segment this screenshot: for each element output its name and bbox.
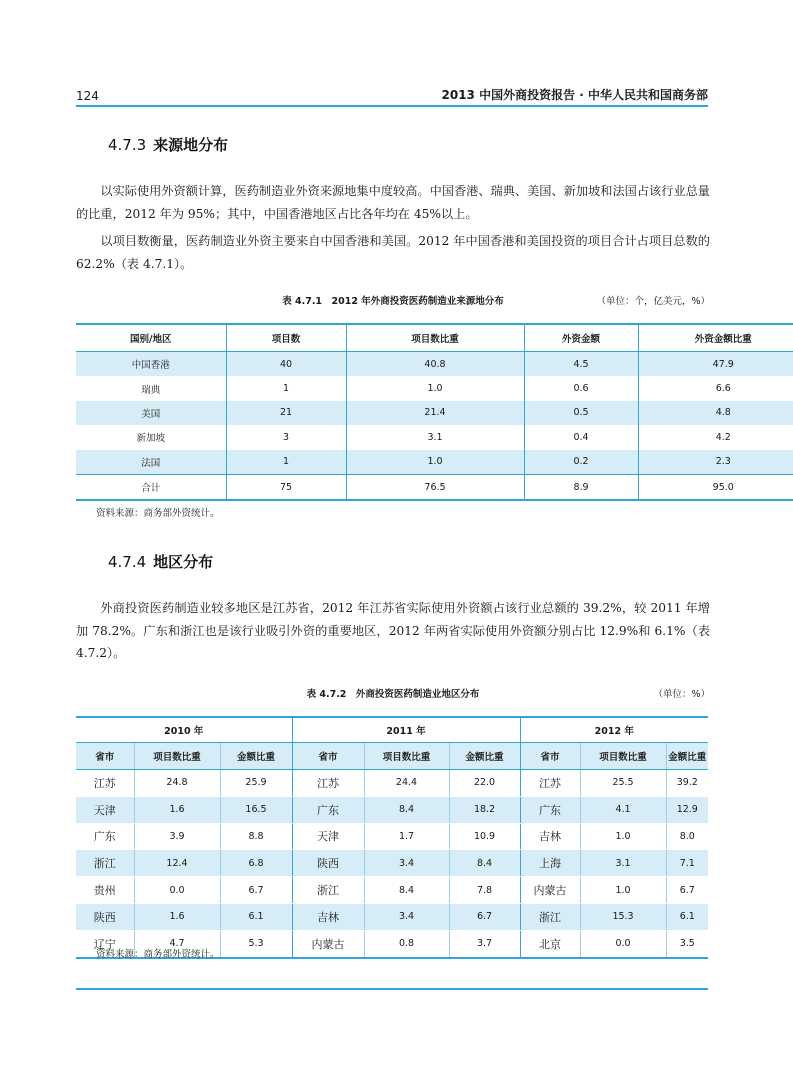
table-cell: 1: [226, 450, 346, 475]
column-header: 国别/地区: [76, 324, 226, 352]
table-row: [76, 877, 708, 904]
table-cell: 广东: [520, 796, 580, 823]
year-header-row: [76, 717, 708, 743]
table-cell: 4.8: [638, 401, 793, 425]
column-header: 省市: [520, 743, 580, 770]
table-cell: 8.8: [220, 823, 292, 850]
table-cell: 6.8: [220, 850, 292, 877]
table-cell: 贵州: [76, 877, 134, 904]
year-header: 2012 年: [520, 717, 708, 743]
column-header: 金额比重: [449, 743, 520, 770]
table-cell: 广东: [76, 823, 134, 850]
table-cell: 1.0: [580, 823, 666, 850]
table-cell: 瑞典: [141, 384, 161, 396]
table-cell: 江苏: [76, 770, 134, 797]
table-cell: 上海: [520, 850, 580, 877]
table-cell: 美国: [76, 401, 226, 425]
table-cell: 陕西: [76, 903, 134, 930]
table-cell: 吉林: [292, 903, 364, 930]
table-cell: 75: [226, 474, 346, 500]
table-cell: 10.9: [449, 823, 520, 850]
table-row: [76, 850, 708, 877]
table-row: [76, 376, 793, 400]
table-cell: 1.0: [346, 376, 524, 400]
section-number: 4.7.4: [108, 553, 147, 571]
table-cell: 12.4: [134, 850, 220, 877]
table-cell: 天津: [76, 796, 134, 823]
table-cell: 12.9: [666, 796, 708, 823]
table-cell: 0.2: [524, 450, 638, 475]
table-cell: 0.5: [524, 401, 638, 425]
table-cell: 25.9: [220, 770, 292, 797]
table-cell: 6.6: [638, 376, 793, 400]
table-unit: （单位：%）: [653, 689, 710, 700]
table-cell: 辽宁: [76, 930, 134, 957]
table-cell: 0.0: [134, 877, 220, 904]
table-cell: 1.0: [346, 450, 524, 475]
report-title: 2013 中国外商投资报告 · 中华人民共和国商务部: [441, 88, 708, 102]
table-header-row: [76, 743, 708, 770]
table-cell: 3.1: [346, 425, 524, 449]
table-cell: 浙江: [520, 903, 580, 930]
table-cell: 法国: [76, 450, 226, 475]
table-cell: 16.5: [220, 796, 292, 823]
table-row: [76, 796, 708, 823]
table-cell: 合计: [76, 474, 226, 500]
table-cell: 3.1: [580, 850, 666, 877]
table-cell: 95.0: [638, 474, 793, 500]
table-cell: 5.3: [220, 930, 292, 957]
running-header: [76, 82, 708, 107]
table-title: 表 4.7.2 外商投资医药制造业地区分布: [306, 689, 480, 700]
section-heading-4-7-3: [108, 134, 228, 155]
table-cell: 8.4: [364, 877, 449, 904]
table-cell: 内蒙古: [520, 877, 580, 904]
table-cell: 4.2: [638, 425, 793, 449]
section-title: 来源地分布: [153, 136, 229, 154]
table-cell: 0.8: [364, 930, 449, 957]
table-cell: 0.4: [524, 425, 638, 449]
table-cell: 江苏: [292, 770, 364, 797]
table-cell: 4.1: [580, 796, 666, 823]
table-unit: （单位：个，亿美元，%）: [596, 296, 710, 307]
table-cell: 浙江: [76, 850, 134, 877]
table-cell: 中国香港: [76, 352, 226, 377]
table-cell: 24.8: [134, 770, 220, 797]
table-cell: 15.3: [580, 903, 666, 930]
table-cell: 22.0: [449, 770, 520, 797]
table-cell: 4.5: [524, 352, 638, 377]
table-source-note: 资料来源：商务部外资统计。: [96, 508, 220, 519]
table-cell: 3.7: [449, 930, 520, 957]
table-cell: 39.2: [666, 770, 708, 797]
column-header: 项目数比重: [580, 743, 666, 770]
section-heading-4-7-4: [108, 551, 213, 572]
table-source-note: 资料来源：商务部外资统计。: [96, 949, 220, 960]
paragraph: 以项目数衡量，医药制造业外资主要来自中国香港和美国。2012 年中国香港和美国投资的项目合计占项目总数的 62.2%（表 4.7.1）。: [76, 234, 710, 271]
table-header-row: [76, 324, 793, 352]
table-caption: [76, 293, 710, 309]
table-cell: 18.2: [449, 796, 520, 823]
section-title: 地区分布: [153, 553, 214, 571]
paragraph: 以实际使用外资额计算，医药制造业外资来源地集中度较高。中国香港、瑞典、美国、新加坡和法国占该行业总量的比重，2012 年为 95%；其中，中国香港地区占比各年均在 45%以上。: [76, 184, 710, 221]
table-cell: 6.7: [666, 877, 708, 904]
table-cell: 2.3: [638, 450, 793, 475]
regional-distribution-table: [76, 716, 708, 959]
table-cell: 江苏: [520, 770, 580, 797]
table-row: [76, 770, 708, 797]
table-total-row: [76, 474, 793, 500]
table-cell: 3: [226, 425, 346, 449]
table-caption: [76, 686, 710, 702]
table-cell: 7.1: [666, 850, 708, 877]
table-cell: 76.5: [346, 474, 524, 500]
table-cell: 7.8: [449, 877, 520, 904]
footer-divider: [76, 988, 708, 990]
table-cell: 3.5: [666, 930, 708, 957]
table-cell: 3.9: [134, 823, 220, 850]
column-header: 项目数比重: [346, 324, 524, 352]
page-number: 124: [76, 89, 99, 103]
table-cell: 天津: [292, 823, 364, 850]
year-header: 2010 年: [76, 717, 292, 743]
table-cell: 1.6: [134, 903, 220, 930]
table-row: [76, 450, 793, 475]
table-cell: 6.1: [220, 903, 292, 930]
table-cell: 21.4: [346, 401, 524, 425]
table-cell: 北京: [520, 930, 580, 957]
table-cell: 24.4: [364, 770, 449, 797]
column-header: 外资金额比重: [638, 324, 793, 352]
table-cell: 8.4: [364, 796, 449, 823]
table-row: [76, 823, 708, 850]
table-cell: 吉林: [520, 823, 580, 850]
column-header: 项目数比重: [134, 743, 220, 770]
table-cell: 0.6: [524, 376, 638, 400]
table-cell: 0.0: [580, 930, 666, 957]
year-header: 2011 年: [292, 717, 520, 743]
table-cell: 25.5: [580, 770, 666, 797]
column-header: 项目数比重: [364, 743, 449, 770]
table-cell: 内蒙古: [292, 930, 364, 957]
table-cell: 新加坡: [136, 433, 165, 445]
table-cell: 3.4: [364, 850, 449, 877]
table-cell: 8.4: [449, 850, 520, 877]
column-header: 金额比重: [666, 743, 708, 770]
table-cell: 6.1: [666, 903, 708, 930]
table-cell: 40.8: [346, 352, 524, 377]
table-cell: 40: [226, 352, 346, 377]
table-cell: 浙江: [292, 877, 364, 904]
column-header: 省市: [292, 743, 364, 770]
table-cell: 3.4: [364, 903, 449, 930]
table-cell: 1.0: [580, 877, 666, 904]
paragraph: 外商投资医药制造业较多地区是江苏省，2012 年江苏省实际使用外资额占该行业总额的 39.2%，较 2011 年增加 78.2%。广东和浙江也是该行业吸引外资的重要地区，2012 年两省实际使用外资额分别占比 12.9%和 6.1%（表 4.7.2）。: [76, 601, 710, 660]
column-header: 省市: [76, 743, 134, 770]
table-cell: 8.9: [524, 474, 638, 500]
table-cell: 6.7: [220, 877, 292, 904]
table-cell: 21: [226, 401, 346, 425]
table-row: [76, 401, 793, 425]
table-cell: 1.6: [134, 796, 220, 823]
table-cell: 6.7: [449, 903, 520, 930]
section-number: 4.7.3: [108, 136, 147, 154]
table-title: 表 4.7.1 2012 年外商投资医药制造业来源地分布: [282, 296, 504, 307]
table-cell: 4.7: [134, 930, 220, 957]
table-cell: 47.9: [638, 352, 793, 377]
table-cell: 8.0: [666, 823, 708, 850]
column-header: 项目数: [226, 324, 346, 352]
column-header: 外资金额: [524, 324, 638, 352]
table-row: [76, 425, 793, 449]
table-row: [76, 352, 793, 377]
source-distribution-table: [76, 323, 793, 501]
table-cell: 1: [226, 376, 346, 400]
column-header: 金额比重: [220, 743, 292, 770]
table-row: [76, 903, 708, 930]
table-cell: 陕西: [292, 850, 364, 877]
table-cell: 广东: [292, 796, 364, 823]
table-cell: 1.7: [364, 823, 449, 850]
